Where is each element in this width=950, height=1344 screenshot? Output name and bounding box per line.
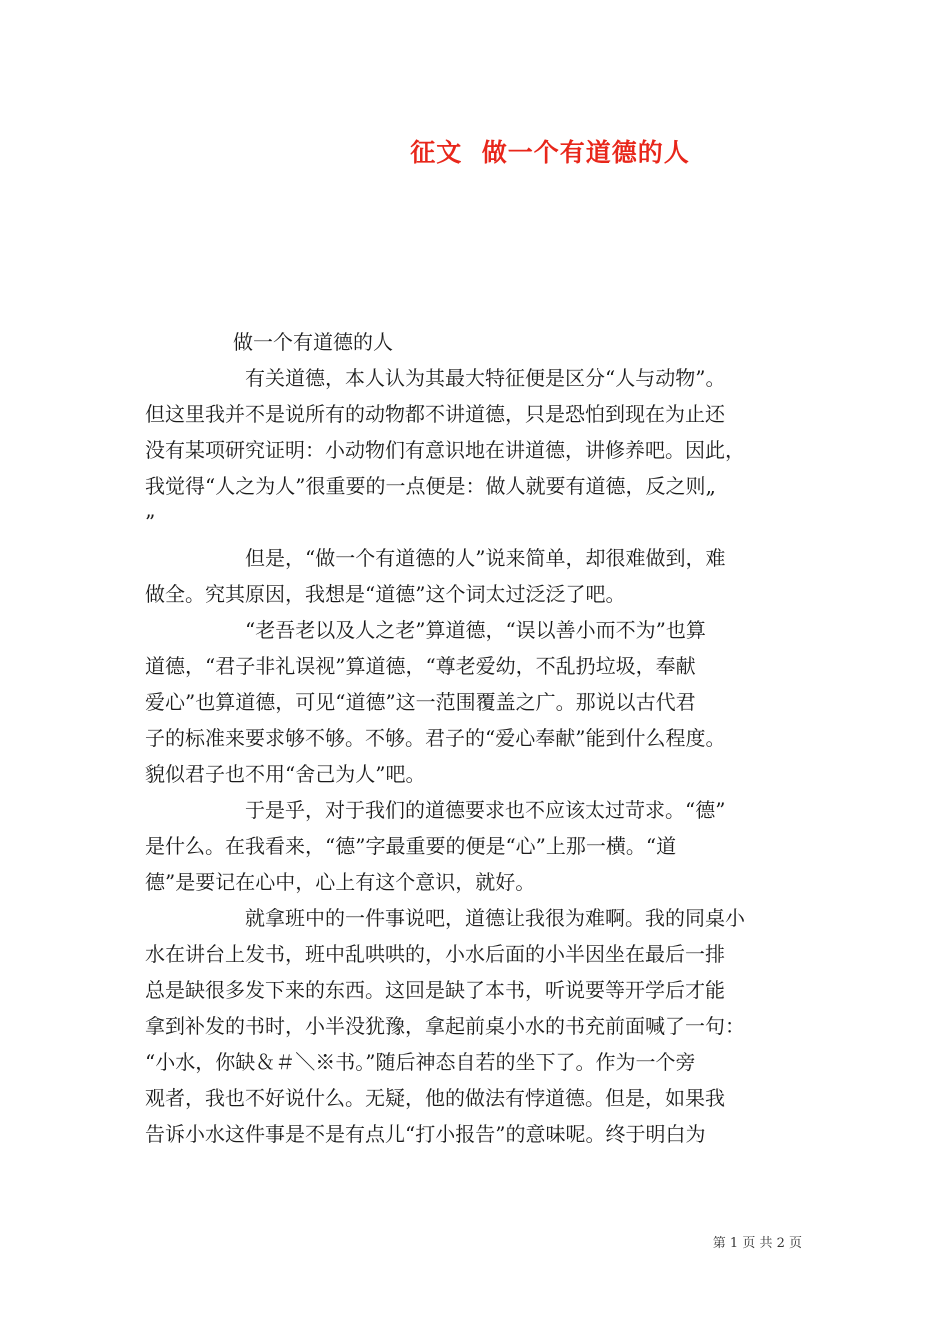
body-line: 告诉小水这件事是不是有点儿“打小报告”的意味呢。终于明白为 [145,1122,706,1146]
body-line: 德”是要记在心中，心上有这个意识，就好。 [145,870,536,894]
body-line: 有关道德，本人认为其最大特征便是区分“人与动物”。 [245,366,726,390]
body-line: 观者，我也不好说什么。无疑，他的做法有悖道德。但是，如果我 [145,1086,725,1110]
body-line: “小水，你缺＆＃＼※书。”随后神态自若的坐下了。作为一个旁 [145,1050,696,1074]
body-line: 做全。究其原因，我想是“道德”这个词太过泛泛了吧。 [145,582,626,606]
article-body [145,360,815,1152]
body-line: 但是，“做一个有道德的人”说来简单，却很难做到，难 [245,546,726,570]
body-line: 但这里我并不是说所有的动物都不讲道德，只是恐怕到现在为止还 [145,402,725,426]
body-line: 拿到补发的书时，小半没犹豫，拿起前桌小水的书充前面喊了一句： [145,1014,745,1038]
body-line: 子的标准来要求够不够。不够。君子的“爱心奉献”能到什么程度。 [145,726,726,750]
body-line: 道德，“君子非礼误视”算道德，“尊老爱幼，不乱扔垃圾，奉献 [145,654,696,678]
body-line: 没有某项研究证明：小动物们有意识地在讲道德，讲修养吧。因此， [145,438,745,462]
body-line: 是什么。在我看来，“德”字最重要的便是“心”上那一横。“道 [145,834,677,858]
body-line: “老吾老以及人之老”算道德，“误以善小而不为”也算 [245,618,706,642]
page-number-footer: 第 1 页 共 2 页 [712,1236,802,1251]
body-line: 爱心”也算道德，可见“道德”这一范围覆盖之广。那说以古代君 [145,690,696,714]
body-line: 水在讲台上发书，班中乱哄哄的，小水后面的小半因坐在最后一排 [145,942,725,966]
article-subtitle: 做一个有道德的人 [233,330,393,354]
body-line: 我觉得“人之为人”很重要的一点便是：做人就要有道德，反之则„ [145,474,716,498]
body-line: 貌似君子也不用“舍己为人”吧。 [145,762,426,786]
body-line: 就拿班中的一件事说吧，道德让我很为难啊。我的同桌小 [245,906,745,930]
page-title: 征文 做一个有道德的人 [410,138,690,167]
body-line: 于是乎，对于我们的道德要求也不应该太过苛求。“德” [245,798,726,822]
body-line: 总是缺很多发下来的东西。这回是缺了本书，听说要等开学后才能 [145,978,725,1002]
body-line: ” [145,510,156,534]
